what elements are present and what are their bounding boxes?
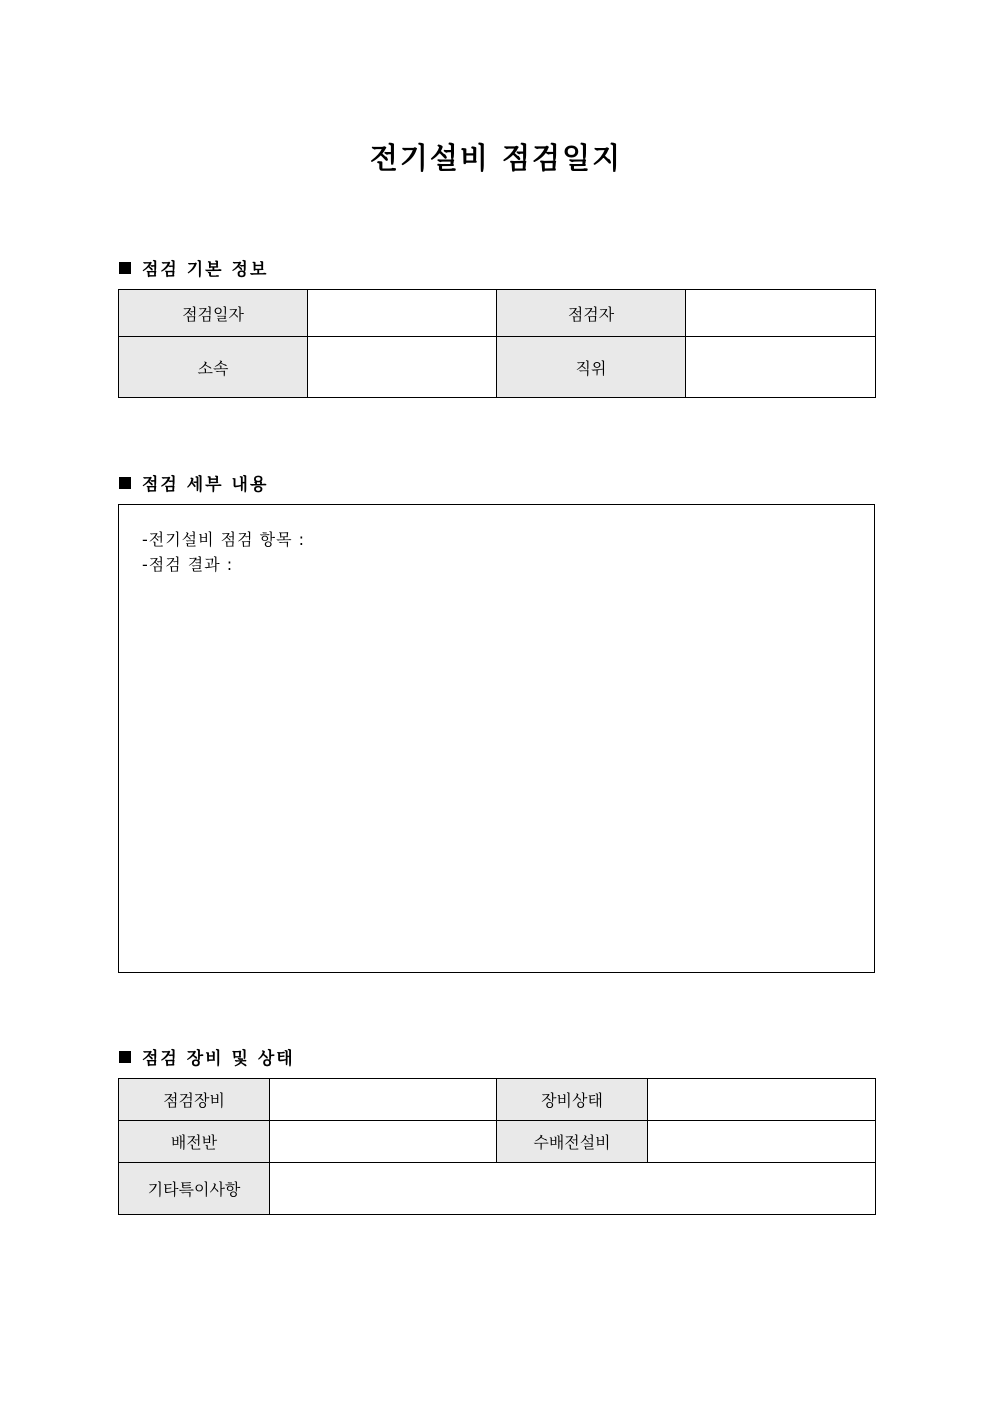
inspection-result-line: -점검 결과 : bbox=[142, 555, 234, 574]
basic-info-table bbox=[118, 289, 876, 398]
inspection-items-line: -전기설비 점검 항목 : bbox=[142, 530, 306, 549]
table-row bbox=[119, 290, 876, 337]
square-bullet-icon bbox=[119, 477, 131, 489]
square-bullet-icon bbox=[119, 262, 131, 274]
section-heading-label: 점검 세부 내용 bbox=[142, 475, 269, 495]
position-field[interactable] bbox=[686, 337, 876, 398]
document-title: 전기설비 점검일지 bbox=[369, 141, 623, 175]
table-row bbox=[119, 1121, 876, 1163]
inspection-date-label: 점검일자 bbox=[119, 290, 308, 337]
equipment-status-label: 장비상태 bbox=[497, 1079, 648, 1121]
remarks-label: 기타특이사항 bbox=[119, 1163, 270, 1215]
inspection-date-field[interactable] bbox=[308, 290, 497, 337]
table-row bbox=[119, 337, 876, 398]
inspection-equipment-field[interactable] bbox=[270, 1079, 497, 1121]
inspection-equipment-label: 점검장비 bbox=[119, 1079, 270, 1121]
inspector-label: 점검자 bbox=[497, 290, 686, 337]
table-row bbox=[119, 1163, 876, 1215]
square-bullet-icon bbox=[119, 1051, 131, 1063]
affiliation-label: 소속 bbox=[119, 337, 308, 398]
equipment-status-field[interactable] bbox=[648, 1079, 876, 1121]
power-receiving-label: 수배전설비 bbox=[497, 1121, 648, 1163]
power-receiving-field[interactable] bbox=[648, 1121, 876, 1163]
table-row bbox=[119, 1079, 876, 1121]
section-heading-label: 점검 기본 정보 bbox=[142, 260, 269, 280]
inspection-details-box[interactable] bbox=[118, 504, 875, 973]
remarks-field[interactable] bbox=[270, 1163, 876, 1215]
section-heading-basic-info bbox=[119, 255, 268, 280]
inspector-field[interactable] bbox=[686, 290, 876, 337]
equipment-table bbox=[118, 1078, 876, 1215]
distribution-panel-label: 배전반 bbox=[119, 1121, 270, 1163]
section-heading-details bbox=[119, 470, 268, 495]
section-heading-equipment bbox=[119, 1044, 295, 1069]
distribution-panel-field[interactable] bbox=[270, 1121, 497, 1163]
position-label: 직위 bbox=[497, 337, 686, 398]
affiliation-field[interactable] bbox=[308, 337, 497, 398]
section-heading-label: 점검 장비 및 상태 bbox=[142, 1049, 295, 1069]
